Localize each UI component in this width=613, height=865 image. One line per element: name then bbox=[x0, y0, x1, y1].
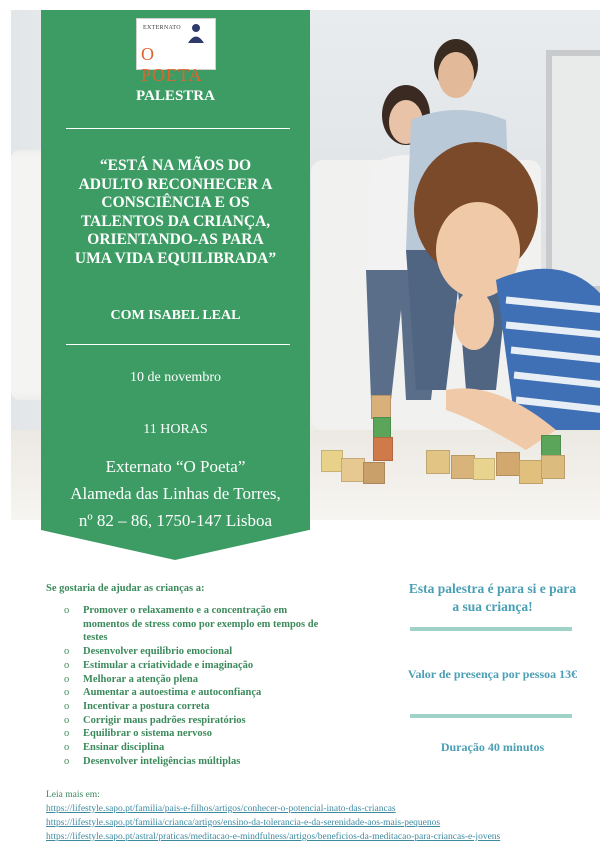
audience-note: Esta palestra é para si e para a sua criança! bbox=[408, 581, 577, 614]
toy-block bbox=[496, 452, 520, 476]
toy-block bbox=[541, 455, 565, 479]
toy-block bbox=[426, 450, 450, 474]
quote-line: ORIENTANDO-AS PARA bbox=[87, 231, 264, 248]
divider bbox=[66, 128, 290, 129]
list-item bbox=[64, 645, 324, 659]
bullet-icon: o bbox=[64, 673, 70, 685]
benefits-list bbox=[64, 604, 324, 768]
quote-line: TALENTOS DA CRIANÇA, bbox=[80, 212, 271, 230]
read-more-label: Leia mais em: bbox=[46, 790, 100, 800]
venue-line: Alameda das Linhas de Torres, bbox=[70, 484, 281, 503]
toy-block bbox=[451, 455, 475, 479]
toy-block bbox=[373, 417, 391, 439]
bullet-icon: o bbox=[64, 659, 70, 671]
logo-main-text: O POETA bbox=[141, 44, 203, 85]
duration-note: Duração 40 minutos bbox=[440, 740, 545, 754]
toy-block bbox=[541, 435, 561, 457]
quote-line: CONSCIÊNCIA E OS bbox=[101, 194, 250, 211]
event-time: 11 HORAS bbox=[143, 422, 208, 437]
bullet-icon: o bbox=[64, 714, 70, 726]
divider bbox=[410, 714, 572, 718]
venue-line: nº 82 – 86, 1750-147 Lisboa bbox=[78, 511, 273, 530]
divider bbox=[410, 627, 572, 631]
bullet-icon: o bbox=[64, 687, 70, 699]
list-item bbox=[64, 741, 324, 755]
list-item bbox=[64, 659, 324, 673]
benefit-text: Incentivar a postura correta bbox=[83, 700, 210, 712]
divider bbox=[66, 344, 290, 345]
speaker: COM ISABEL LEAL bbox=[110, 308, 241, 323]
banner-point bbox=[41, 530, 309, 560]
toy-block bbox=[363, 462, 385, 484]
school-logo bbox=[136, 18, 216, 85]
list-item bbox=[64, 727, 324, 741]
child-figure bbox=[406, 130, 600, 460]
quote-line: UMA VIDA EQUILIBRADA” bbox=[74, 249, 277, 267]
article-link[interactable]: https://lifestyle.sapo.pt/familia/pais-e-filhos/artigos/conhecer-o-potencial-inato-das-criancas bbox=[46, 804, 396, 814]
bullet-icon: o bbox=[64, 646, 70, 658]
quote-line: ADULTO RECONHECER A bbox=[78, 175, 273, 193]
price-note: Valor de presença por pessoa 13€ bbox=[407, 667, 578, 681]
benefit-text: Desenvolver equilíbrio emocional bbox=[83, 646, 233, 658]
article-link[interactable]: https://lifestyle.sapo.pt/astral/praticas/meditacao-e-mindfulness/artigos/beneficios-da-meditacao-para-criancas-e-jovens bbox=[46, 832, 501, 842]
bullet-icon: o bbox=[64, 755, 70, 767]
lecture-quote bbox=[41, 157, 310, 268]
benefits-intro: Se gostaria de ajudar as crianças a: bbox=[46, 583, 205, 594]
poet-icon bbox=[185, 22, 207, 44]
benefit-text: Promover o relaxamento e a concentração em momentos de stress como por exemplo em tempos de testes bbox=[83, 605, 319, 644]
bullet-icon: o bbox=[64, 605, 70, 616]
quote-line: “ESTÁ NA MÃOS DO bbox=[99, 157, 252, 174]
list-item bbox=[64, 604, 324, 645]
toy-block bbox=[373, 437, 393, 461]
list-item bbox=[64, 714, 324, 728]
benefit-text: Corrigir maus padrões respiratórios bbox=[83, 714, 246, 726]
benefit-text: Equilibrar o sistema nervoso bbox=[83, 728, 213, 740]
benefit-text: Ensinar disciplina bbox=[83, 742, 165, 754]
benefit-text: Estimular a criatividade e imaginação bbox=[83, 659, 254, 671]
venue-line: Externato “O Poeta” bbox=[105, 457, 246, 476]
toy-block bbox=[341, 458, 365, 482]
list-item bbox=[64, 700, 324, 714]
benefit-text: Aumentar a autoestima e autoconfiança bbox=[83, 687, 262, 699]
toy-block bbox=[321, 450, 343, 472]
article-link[interactable]: https://lifestyle.sapo.pt/familia/crianca/artigos/ensino-da-tolerancia-e-da-serenidade-aos-mais-pequenos bbox=[46, 818, 441, 828]
toy-block bbox=[371, 395, 391, 419]
bullet-icon: o bbox=[64, 700, 70, 712]
list-item bbox=[64, 673, 324, 687]
bullet-icon: o bbox=[64, 728, 70, 740]
event-type-title: PALESTRA bbox=[136, 88, 215, 104]
toy-block bbox=[519, 460, 543, 484]
benefit-text: Melhorar a atenção plena bbox=[83, 673, 198, 685]
logo-top-text: EXTERNATO bbox=[143, 25, 181, 31]
list-item bbox=[64, 755, 324, 769]
event-date: 10 de novembro bbox=[130, 370, 221, 385]
bullet-icon: o bbox=[64, 742, 70, 754]
toy-block bbox=[473, 458, 495, 480]
benefit-text: Desenvolver inteligências múltiplas bbox=[83, 755, 241, 767]
list-item bbox=[64, 686, 324, 700]
venue-address bbox=[41, 453, 310, 534]
